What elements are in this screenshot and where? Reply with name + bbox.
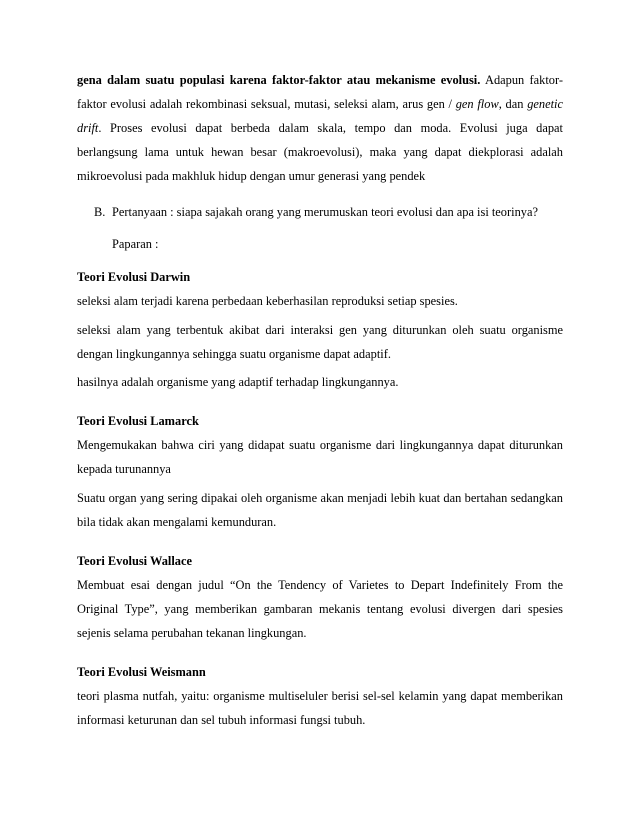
- section-heading: Teori Evolusi Weismann: [77, 665, 206, 679]
- lamarck-p1-line-1: Mengemukakan bahwa ciri yang didapat suatu organisme dari lingkungannya dapat diturunkan: [77, 438, 563, 452]
- question-text: Pertanyaan : siapa sajakah orang yang merumuskan teori evolusi dan apa isi teorinya?: [112, 205, 538, 219]
- darwin-p3-wrap: [77, 370, 563, 394]
- intro-line-4: berlangsung lama untuk hewan besar (makroevolusi), maka yang dapat diekplorasi adalah: [77, 145, 563, 159]
- wallace-p1-line-3: sejenis selama perubahan tekanan lingkungan.: [77, 626, 307, 640]
- section-lamarck: [77, 409, 563, 481]
- intro-line-1: [77, 68, 563, 92]
- intro-line-1-rest: Adapun faktor-: [485, 73, 564, 87]
- section-weismann: [77, 660, 563, 732]
- genetic-term: genetic: [527, 97, 563, 111]
- section-wallace: [77, 549, 563, 645]
- question-line: [94, 200, 564, 224]
- darwin-p3: hasilnya adalah organisme yang adaptif terhadap lingkungannya.: [77, 375, 399, 389]
- darwin-p2: [77, 318, 563, 366]
- paparan-label: Paparan :: [112, 237, 159, 251]
- question-item: [94, 200, 564, 224]
- wallace-p1-line-2: Original Type”, yang memberikan gambaran mekanis tentang evolusi divergen dari spesies: [77, 602, 563, 616]
- gen-flow-term: gen flow: [455, 97, 499, 111]
- section-heading: Teori Evolusi Darwin: [77, 270, 191, 284]
- weismann-p1-line-2: informasi keturunan dan sel tubuh informasi fungsi tubuh.: [77, 713, 366, 727]
- intro-line-3-rest: . Proses evolusi dapat berbeda dalam skala, tempo dan moda. Evolusi juga dapat: [98, 121, 563, 135]
- section-heading: Teori Evolusi Lamarck: [77, 414, 199, 428]
- darwin-p1: seleksi alam terjadi karena perbedaan keberhasilan reproduksi setiap spesies.: [77, 294, 458, 308]
- weismann-p1-line-1: teori plasma nutfah, yaitu: organisme multiseluler berisi sel-sel kelamin yang dapat memberikan: [77, 689, 563, 703]
- lamarck-p2-line-1: Suatu organ yang sering dipakai oleh organisme akan menjadi lebih kuat dan bertahan sedangkan: [77, 491, 563, 505]
- intro-line-5: mikroevolusi pada makhluk hidup dengan umur generasi yang pendek: [77, 169, 426, 183]
- drift-term: drift: [77, 121, 99, 135]
- section-heading: Teori Evolusi Wallace: [77, 554, 192, 568]
- intro-line-2-b: , dan: [498, 97, 524, 111]
- lamarck-p2-line-2: bila tidak akan mengalami kemunduran.: [77, 515, 277, 529]
- darwin-p2-line-1: seleksi alam yang terbentuk akibat dari interaksi gen yang diturunkan oleh suatu organisme: [77, 323, 563, 337]
- lamarck-p2: [77, 486, 563, 534]
- question-marker: B.: [94, 205, 106, 219]
- intro-bold-text: gena dalam suatu populasi karena faktor-faktor atau mekanisme evolusi.: [77, 73, 481, 87]
- intro-line-2: [77, 92, 563, 116]
- wallace-p1-line-1: Membuat esai dengan judul “On the Tendency of Varietes to Depart Indefinitely From the: [77, 578, 563, 592]
- section-darwin: [77, 265, 563, 313]
- darwin-p2-line-2: dengan lingkungannya sehingga suatu organisme dapat adaptif.: [77, 347, 391, 361]
- intro-paragraph: [77, 68, 563, 188]
- paparan-label-wrap: [112, 232, 412, 256]
- lamarck-p1-line-2: kepada turunannya: [77, 462, 171, 476]
- intro-line-3: [77, 116, 563, 140]
- intro-line-2-a: faktor evolusi adalah rekombinasi seksual, mutasi, seleksi alam, arus gen /: [77, 97, 452, 111]
